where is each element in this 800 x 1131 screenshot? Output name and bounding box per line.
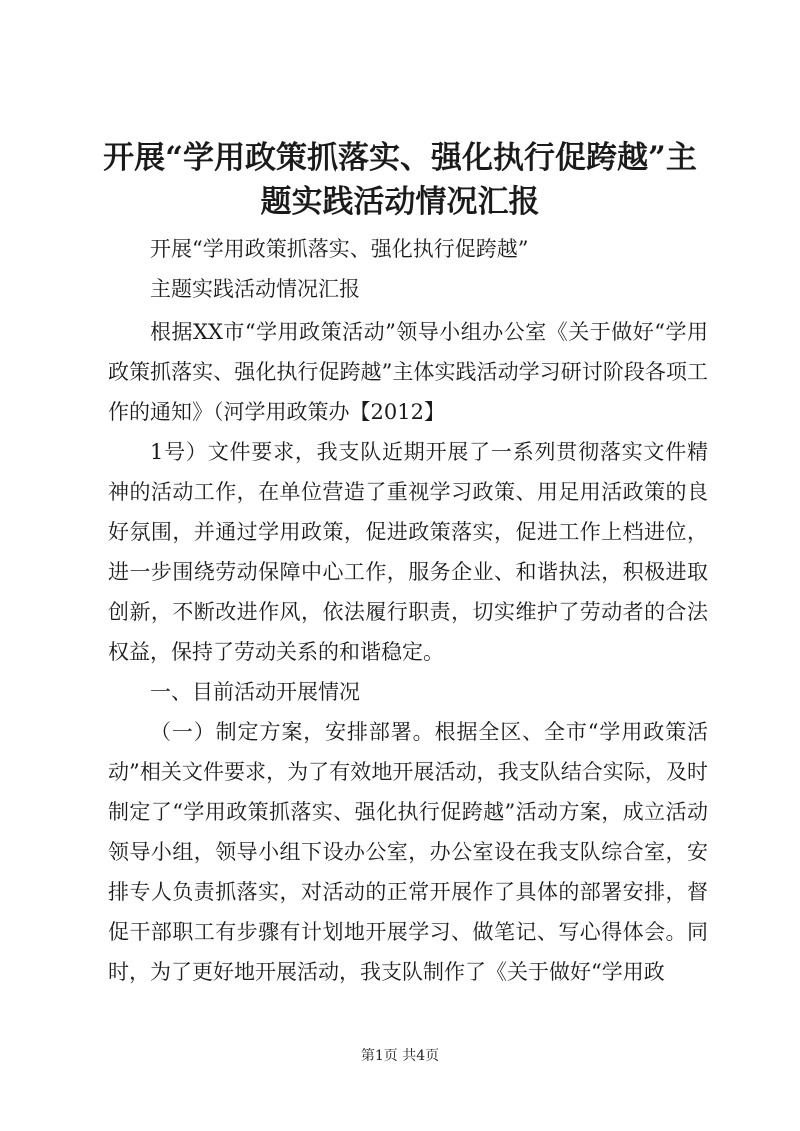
page-footer: 第1页 共4页 xyxy=(360,1048,440,1064)
subtitle-line-1: 开展“学用政策抓落实、强化执行促跨越” xyxy=(150,237,529,261)
paragraph-activity-summary: 1号）文件要求，我支队近期开展了一系列贯彻落实文件精神的活动工作，在单位营造了重视学习政策、用足用活政策的良好氛围，并通过学用政策，促进政策落实，促进工作上档进位，进一步围绕劳动保障中心工作，服务企业、和谐执法，积极进取创新，不断改进作风，依法履行职责，切实维护了劳动者的合法权益，保持了劳动关系的和谐稳定。 xyxy=(108,440,708,664)
document-body xyxy=(108,312,708,992)
section-heading-current-status: 一、目前活动开展情况 xyxy=(150,680,360,704)
document-title: 开展“学用政策抓落实、强化执行促跨越”主题实践活动情况汇报 xyxy=(103,140,697,220)
subtitle-line-2: 主题实践活动情况汇报 xyxy=(150,277,360,301)
paragraph-plan-deployment: （一）制定方案，安排部署。根据全区、全市“学用政策活动”相关文件要求，为了有效地开展活动，我支队结合实际，及时制定了“学用政策抓落实、强化执行促跨越”活动方案，成立活动领导小组，领导小组下设办公室，办公室设在我支队综合室，安排专人负责抓落实，对活动的正常开展作了具体的部署安排，督促干部职工有步骤有计划地开展学习、做笔记、写心得体会。同时，为了更好地开展活动，我支队制作了《关于做好“学用政 xyxy=(108,720,708,984)
paragraph-notice-reference: 根据XX市“学用政策活动”领导小组办公室《关于做好“学用政策抓落实、强化执行促跨越”主体实践活动学习研讨阶段各项工作的通知》（河学用政策办【2012】 xyxy=(108,320,708,424)
